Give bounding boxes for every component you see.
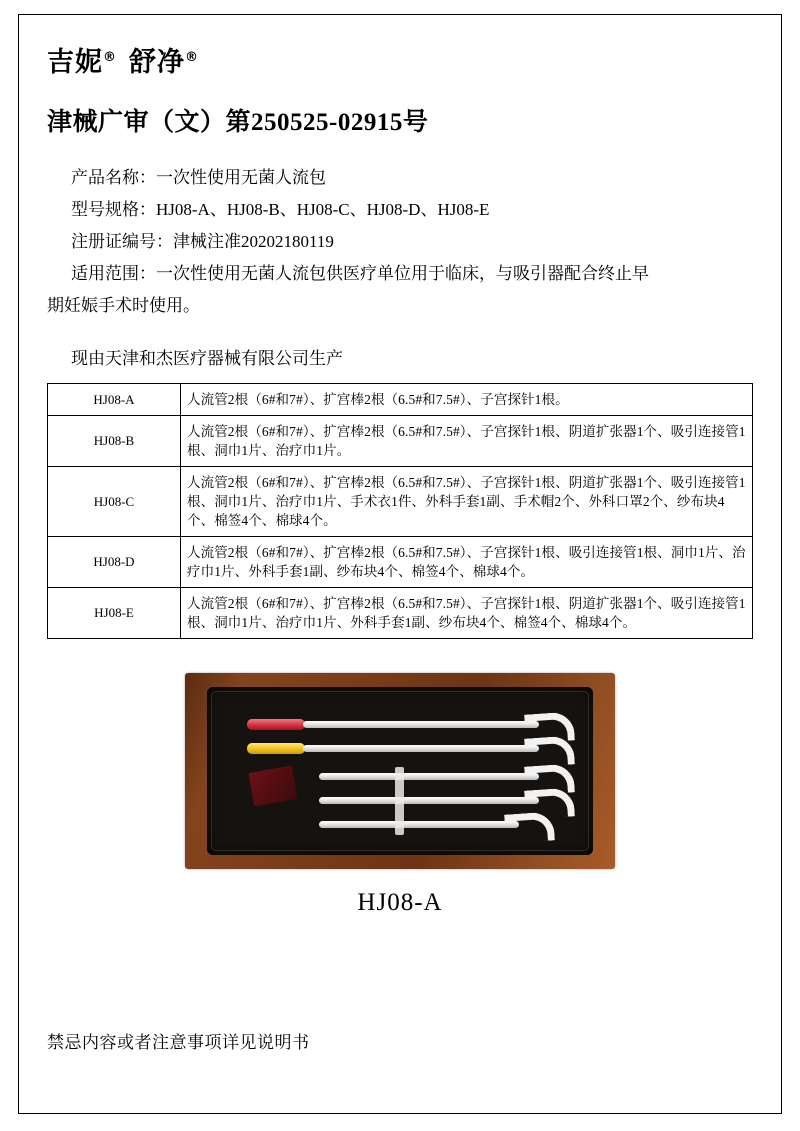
- registration-number-line: 注册证编号：津械注准20202180119: [71, 232, 334, 251]
- manufacturer-line: 现由天津和杰医疗器械有限公司生产: [71, 349, 343, 368]
- dilator-rod-2: [319, 797, 539, 804]
- brand-name-secondary: 舒净: [129, 47, 185, 78]
- cannula-tube-1: [303, 721, 539, 728]
- table-cell-content: 人流管2根（6#和7#）、扩宫棒2根（6.5#和7.5#）、子宫探针1根、阴道扩张器1个、吸引连接管1根、洞巾1片、治疗巾1片、外科手套1副、纱布块4个、棉签4个、棉球4个。: [181, 588, 753, 639]
- product-photo-wrapper: [47, 673, 753, 869]
- red-handle-cannula-icon: [247, 719, 305, 730]
- table-cell-model: HJ08-E: [48, 588, 181, 639]
- table-cell-content: 人流管2根（6#和7#）、扩宫棒2根（6.5#和7.5#）、子宫探针1根、阴道扩张器1个、吸引连接管1根、洞巾1片、治疗巾1片、手术衣1件、外科手套1副、手术帽2个、外科口罩2个、纱布块4个、棉签4个、棉球4个。: [181, 467, 753, 537]
- tube-tip-5: [504, 811, 555, 843]
- scope-line-1: 适用范围：一次性使用无菌人流包供医疗单位用于临床，与吸引器配合终止早: [71, 264, 649, 283]
- product-name-line: 产品名称：一次性使用无菌人流包: [71, 168, 326, 187]
- dilator-rod-1: [319, 773, 539, 780]
- table-cell-model: HJ08-B: [48, 416, 181, 467]
- specification-table: [47, 383, 753, 639]
- table-cell-model: HJ08-C: [48, 467, 181, 537]
- tube-tip-2: [524, 735, 575, 767]
- registered-mark-icon-2: ®: [185, 50, 199, 65]
- product-info-block: [47, 162, 753, 322]
- dilator-rod-3: [319, 821, 519, 828]
- tube-tip-4: [524, 787, 575, 819]
- brand-name-primary: 吉妮: [47, 47, 103, 78]
- brand-logo: [47, 49, 753, 76]
- table-row: [48, 384, 753, 416]
- table-row: [48, 537, 753, 588]
- scope-line-2: 期妊娠手术时使用。: [47, 296, 200, 315]
- table-cell-model: HJ08-A: [48, 384, 181, 416]
- table-cell-model: HJ08-D: [48, 537, 181, 588]
- photo-caption: HJ08-A: [357, 889, 443, 916]
- tube-tip-1: [524, 711, 575, 743]
- model-spec-line: 型号规格：HJ08-A、HJ08-B、HJ08-C、HJ08-D、HJ08-E: [71, 200, 490, 219]
- warning-footer: 禁忌内容或者注意事项详见说明书: [47, 1033, 310, 1052]
- page-content: [19, 15, 781, 1113]
- table-row: [48, 416, 753, 467]
- cannula-tube-2: [303, 745, 539, 752]
- registered-mark-icon: ®: [103, 50, 117, 65]
- uterine-probe-icon: [248, 765, 297, 806]
- table-cell-content: 人流管2根（6#和7#）、扩宫棒2根（6.5#和7.5#）、子宫探针1根、吸引连接管1根、洞巾1片、治疗巾1片、外科手套1副、纱布块4个、棉签4个、棉球4个。: [181, 537, 753, 588]
- packaging-tray: [207, 687, 593, 855]
- advertisement-page: [18, 14, 782, 1114]
- table-row: [48, 467, 753, 537]
- tube-tip-3: [524, 763, 575, 795]
- approval-number: 津械广审（文）第250525-02915号: [47, 109, 429, 136]
- tray-divider: [395, 767, 404, 835]
- table-row: [48, 588, 753, 639]
- table-cell-content: 人流管2根（6#和7#）、扩宫棒2根（6.5#和7.5#）、子宫探针1根、阴道扩张器1个、吸引连接管1根、洞巾1片、治疗巾1片。: [181, 416, 753, 467]
- table-cell-content: 人流管2根（6#和7#）、扩宫棒2根（6.5#和7.5#）、子宫探针1根。: [181, 384, 753, 416]
- yellow-handle-cannula-icon: [247, 743, 305, 754]
- product-photo: [185, 673, 615, 869]
